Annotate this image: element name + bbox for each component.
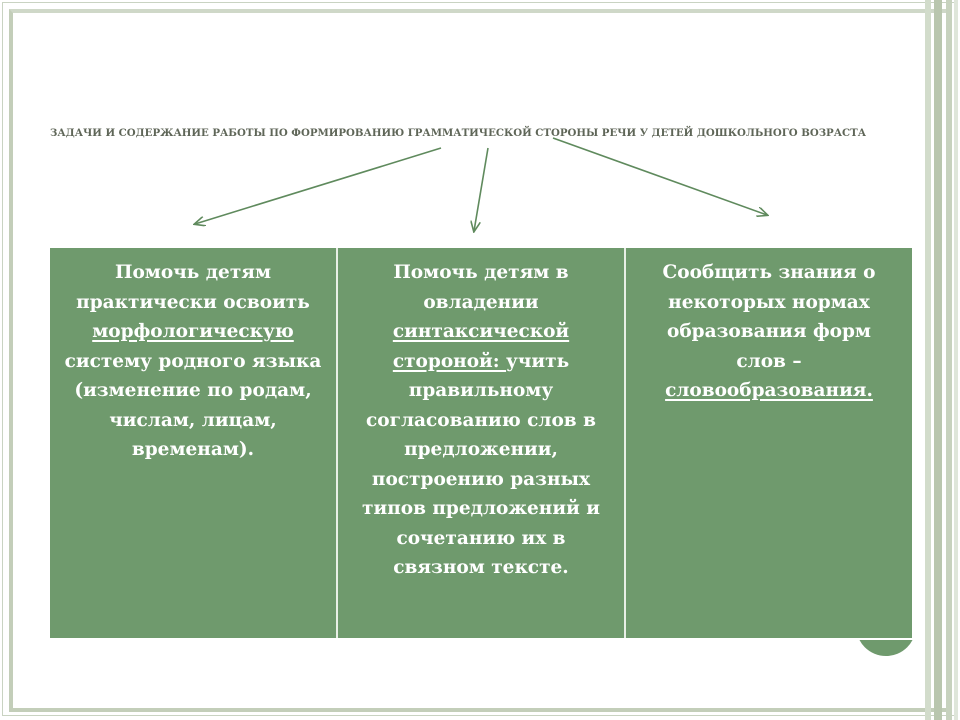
- card-text: Помочь детям в овладении: [393, 262, 569, 313]
- task-card-word-formation: [626, 248, 912, 638]
- card-text-underlined: синтаксической стороной:: [392, 321, 570, 372]
- slide-title: ЗАДАЧИ И СОДЕРЖАНИЕ РАБОТЫ ПО ФОРМИРОВАНИЮ ГРАММАТИЧЕСКОЙ СТОРОНЫ РЕЧИ У ДЕТЕЙ ДОШКОЛЬНОГО ВОЗРАСТА: [50, 127, 866, 139]
- arrow-down-left-icon: [195, 148, 441, 224]
- arrow-down-icon: [474, 148, 488, 231]
- card-text: систему родного языка (изменение по родам, числам, лицам, временам).: [64, 350, 322, 460]
- task-card-syntax: [338, 248, 626, 638]
- task-card-morphology: [50, 248, 338, 638]
- card-text: Сообщить знания о некоторых нормах образования форм слов –: [662, 262, 876, 372]
- card-text-underlined: морфологическую: [92, 321, 294, 342]
- card-text-underlined: словообразования.: [665, 380, 873, 401]
- task-cards: [49, 247, 913, 639]
- card-text: Помочь детям практически освоить: [76, 262, 310, 313]
- card-text: учить правильному согласованию слов в предложении, построению разных типов предложений и сочетанию их в связном тексте.: [362, 350, 600, 578]
- arrow-down-right-icon: [553, 138, 767, 215]
